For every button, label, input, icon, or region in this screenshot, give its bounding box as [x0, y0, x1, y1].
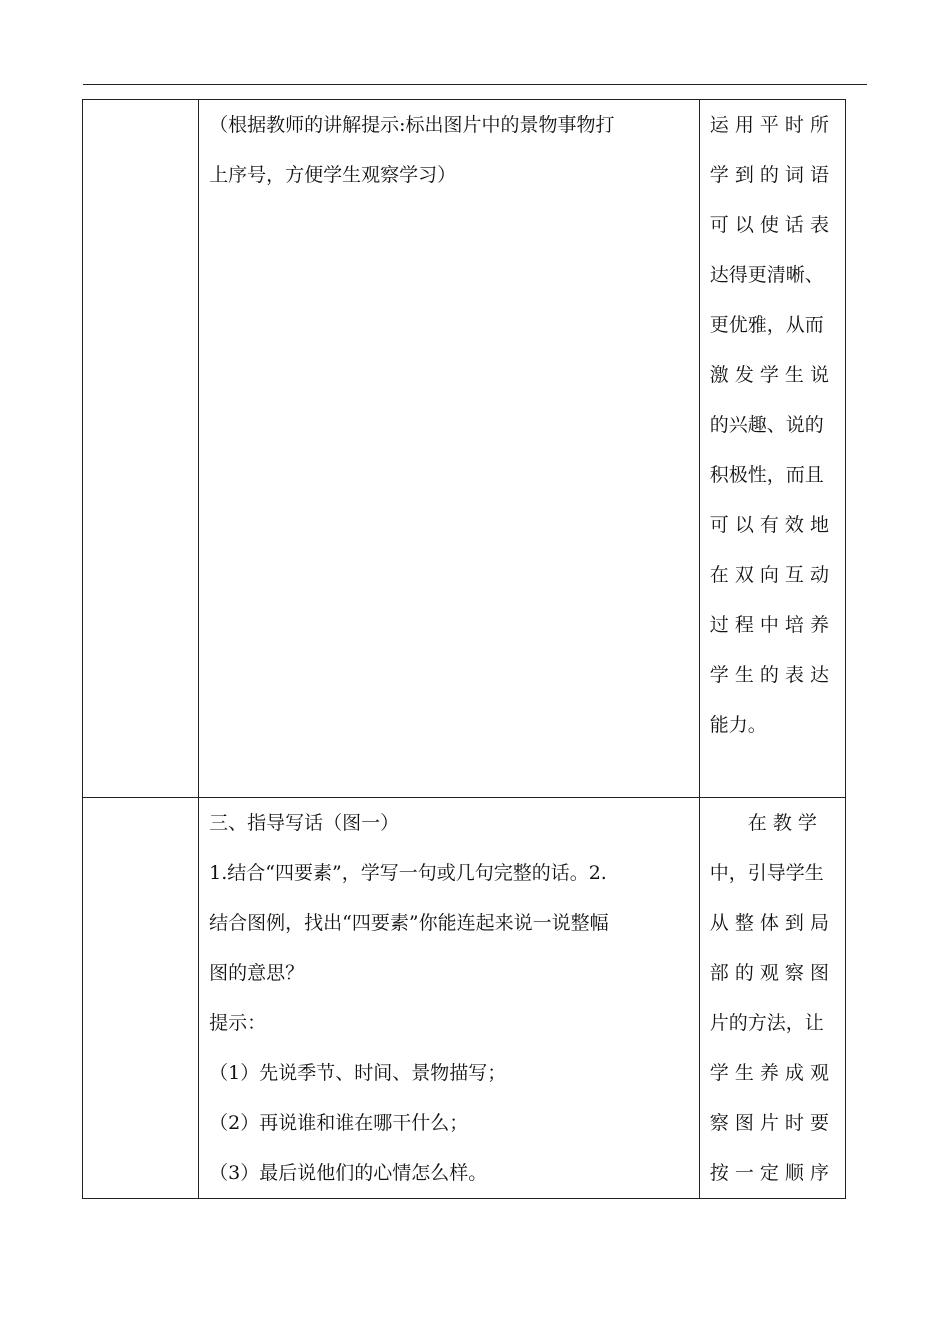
intent-line: 在 双 向 互 动	[709, 564, 829, 586]
header-rule	[83, 84, 867, 85]
intent-line: 在 教 学	[747, 812, 817, 834]
content-line: 结合图例，找出“四要素”你能连起来说一说整幅	[209, 912, 609, 934]
intent-line: 学 生 的 表 达	[709, 664, 829, 686]
intent-line: 察 图 片 时 要	[709, 1112, 829, 1134]
hint-item: （1）先说季节、时间、景物描写；	[209, 1062, 507, 1084]
content-line: 图的意思？	[209, 962, 305, 984]
content-line: 上序号，方便学生观察学习）	[209, 164, 457, 186]
design-intent-cell	[699, 798, 845, 1199]
table-row-guide-observation	[83, 100, 846, 798]
content-line: 提示：	[209, 1012, 267, 1034]
intent-line: 能力。	[709, 714, 767, 736]
intent-line: 中，引导学生	[709, 862, 824, 884]
intent-line: 积极性，而且	[709, 464, 824, 486]
intent-line: 的兴趣、说的	[709, 414, 824, 436]
hint-item: （2）再说谁和谁在哪干什么；	[209, 1112, 469, 1134]
stage-cell	[83, 100, 199, 798]
table-row-writing-guidance	[83, 798, 846, 1199]
intent-line: 可 以 有 效 地	[709, 514, 829, 536]
teaching-content-cell	[199, 100, 700, 798]
lesson-plan-table	[82, 99, 846, 1199]
content-line: （根据教师的讲解提示:标出图片中的景物事物打	[209, 114, 615, 136]
intent-line: 激 发 学 生 说	[709, 364, 829, 386]
intent-line: 按 一 定 顺 序	[709, 1162, 829, 1184]
intent-line: 学 到 的 词 语	[709, 164, 829, 186]
design-intent-cell	[699, 100, 845, 798]
intent-line: 部 的 观 察 图	[709, 962, 829, 984]
section-heading: 三、指导写话（图一）	[209, 812, 400, 834]
intent-line: 更优雅，从而	[709, 314, 824, 336]
teaching-content-cell	[199, 798, 700, 1199]
content-line: 1.结合“四要素”，学写一句或几句完整的话。2.	[209, 862, 607, 884]
hint-item: （3）最后说他们的心情怎么样。	[209, 1162, 488, 1184]
intent-line: 可 以 使 话 表	[709, 214, 829, 236]
intent-line: 片的方法，让	[709, 1012, 824, 1034]
intent-line: 学 生 养 成 观	[709, 1062, 829, 1084]
stage-cell	[83, 798, 199, 1199]
intent-line: 运 用 平 时 所	[709, 114, 829, 136]
intent-line: 从 整 体 到 局	[709, 912, 829, 934]
intent-line: 达得更清晰、	[709, 264, 824, 286]
intent-line: 过 程 中 培 养	[709, 614, 829, 636]
